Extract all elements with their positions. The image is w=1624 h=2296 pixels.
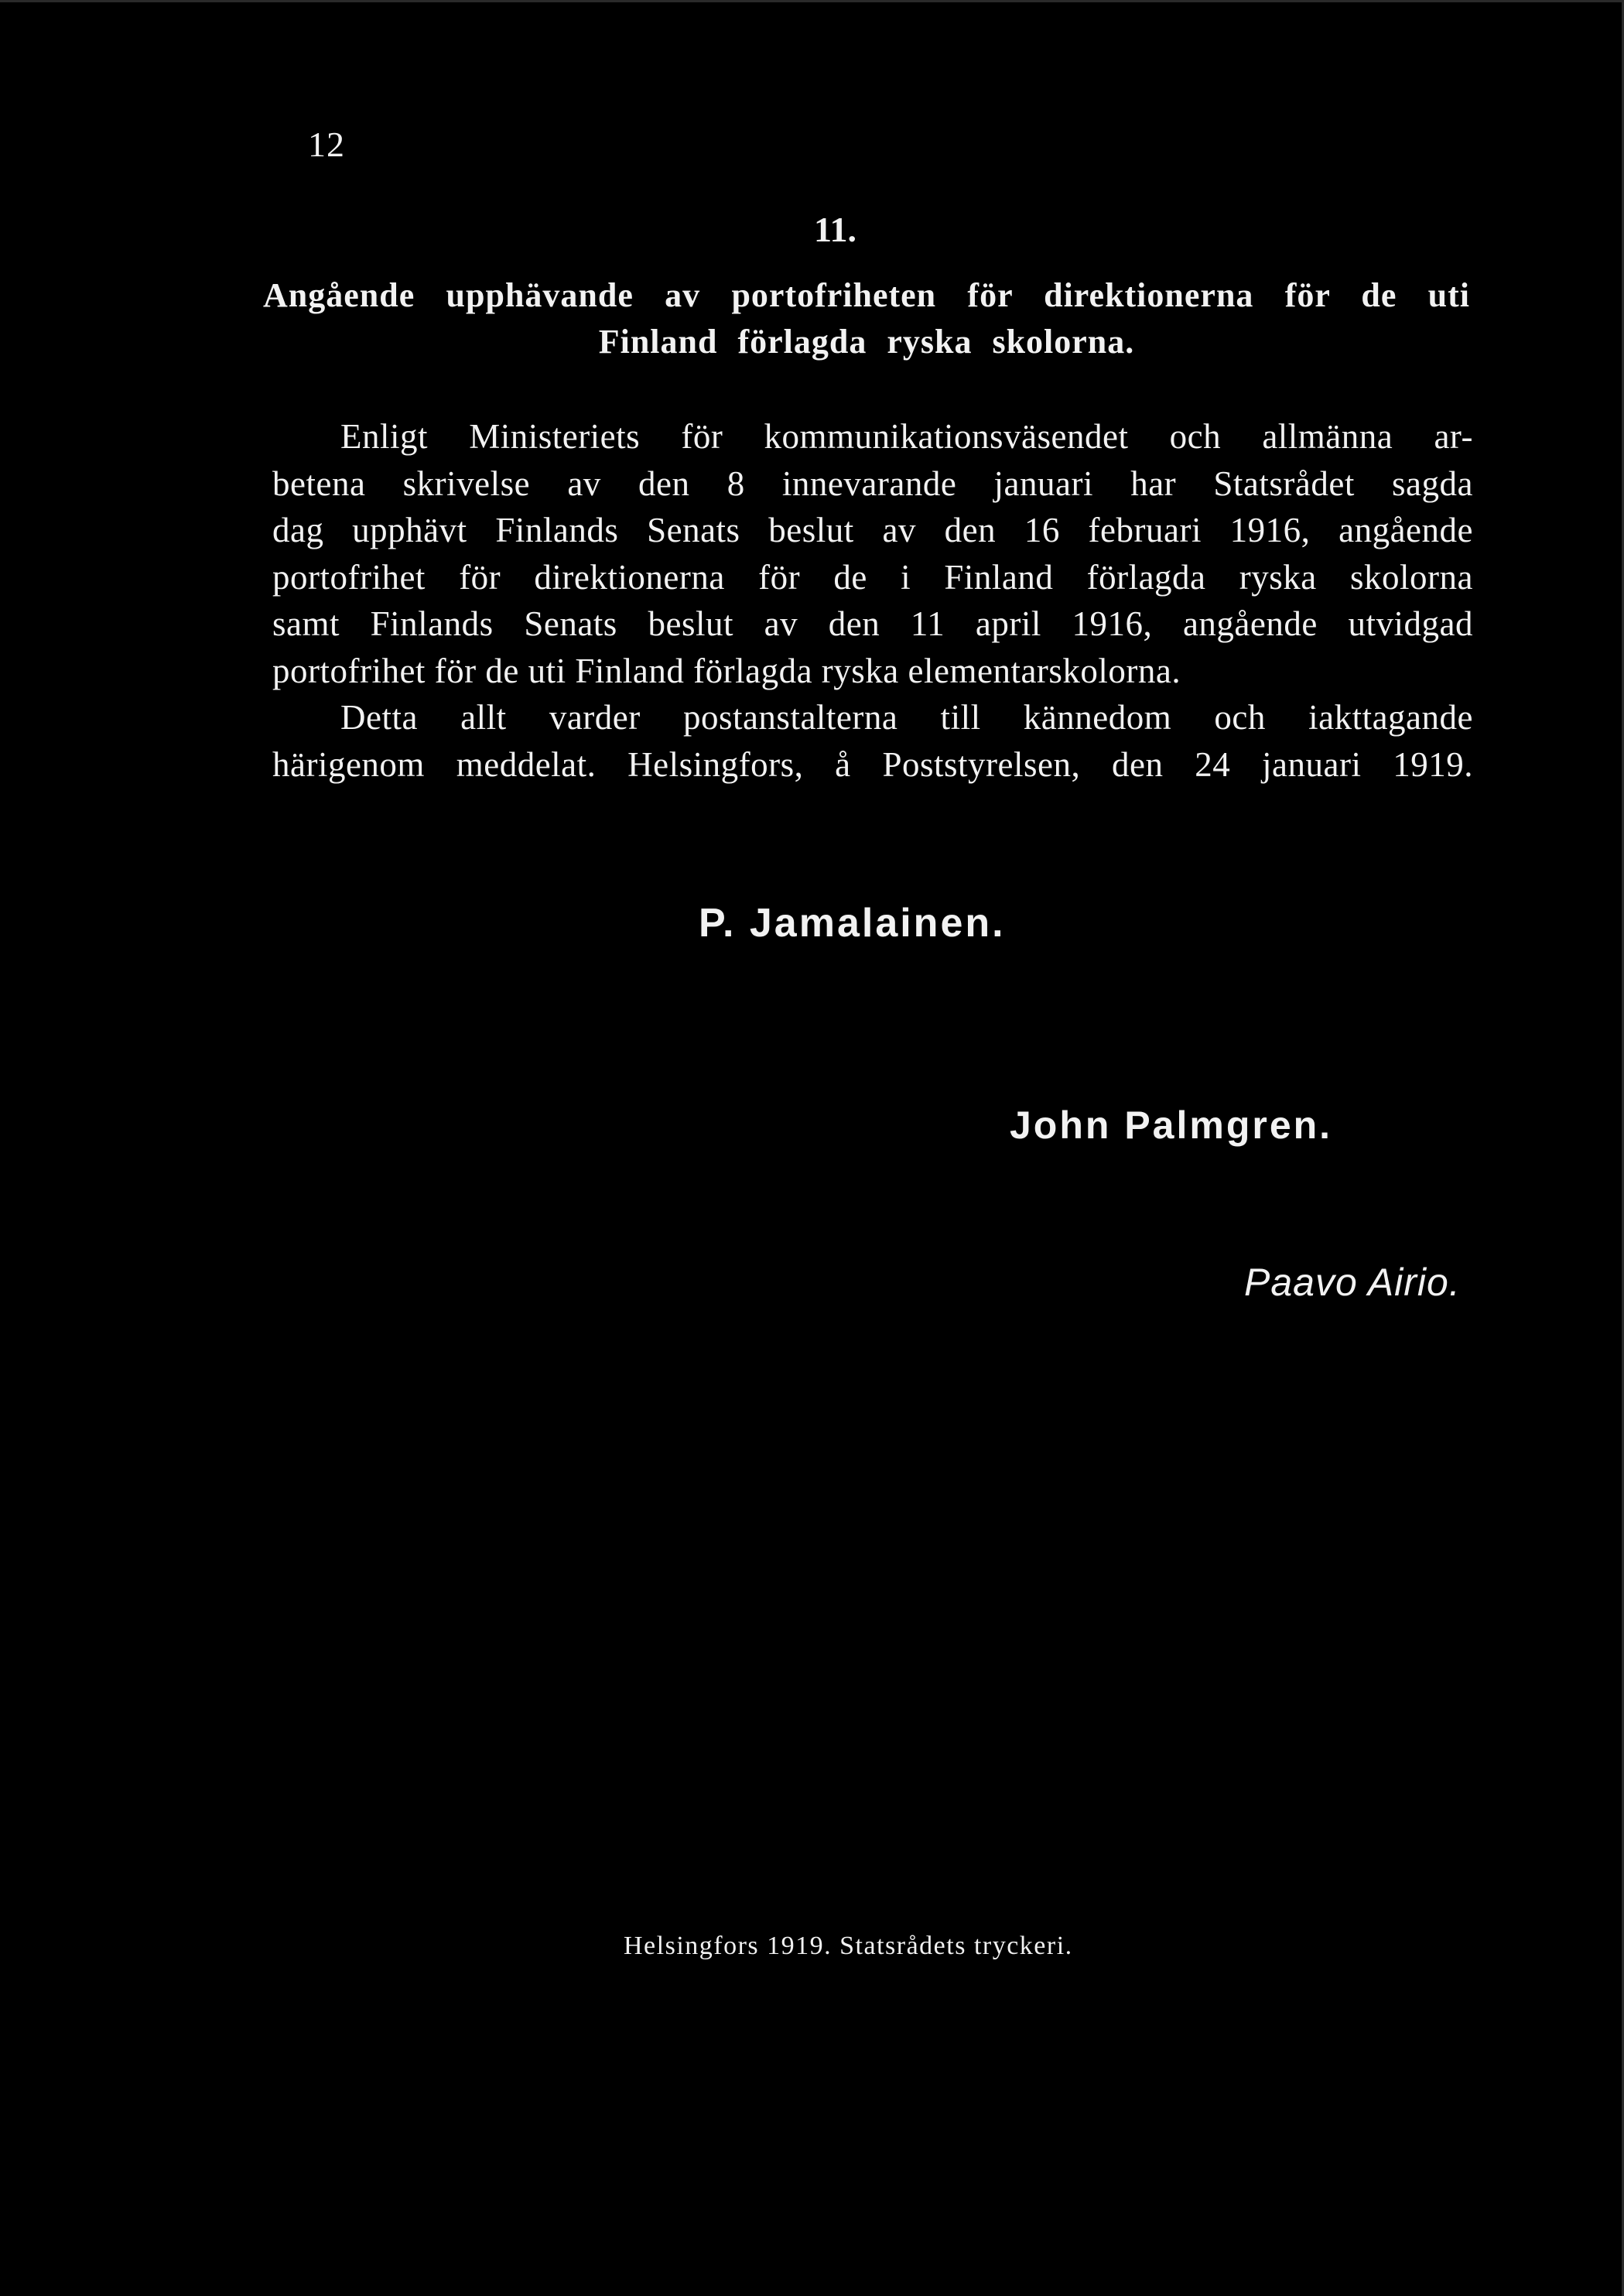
- scan-border-top: [0, 0, 1624, 2]
- body-line-3: dag upphävt Finlands Senats beslut av den 16 februari 1916, angående: [272, 511, 1473, 549]
- page-number: 12: [308, 125, 345, 164]
- body-line-1: Enligt Ministeriets för kommunikationsväsendet och allmänna ar-: [340, 417, 1473, 456]
- section-number: 11.: [814, 210, 856, 249]
- body-line-4: portofrihet för direktionerna för de i Finland förlagda ryska skolorna: [272, 557, 1473, 597]
- body-text: [272, 413, 1473, 788]
- body-line-5: samt Finlands Senats beslut av den 11 april 1916, angående utvidgad: [272, 604, 1473, 643]
- body-line-7: Detta allt varder postanstalterna till kännedom och iakttagande: [340, 698, 1473, 737]
- heading-line-2: Finland förlagda ryska skolorna.: [598, 323, 1135, 361]
- body-line-8: härigenom meddelat. Helsingfors, å Poststyrelsen, den 24 januari 1919.: [272, 744, 1473, 784]
- signature-airio: Paavo Airio.: [1244, 1261, 1461, 1304]
- signature-jamalainen: P. Jamalainen.: [699, 901, 1006, 946]
- printer-imprint: Helsingfors 1919. Statsrådets tryckeri.: [624, 1932, 1073, 1960]
- signature-palmgren: John Palmgren.: [1010, 1104, 1333, 1147]
- body-line-6: portofrihet för de uti Finland förlagda ryska elementarskolorna.: [272, 651, 1181, 690]
- heading-line-1: Angående upphävande av portofriheten för direktionerna för de uti: [263, 276, 1470, 314]
- section-heading: [263, 272, 1470, 365]
- body-line-2: betena skrivelse av den 8 innevarande januari har Statsrådet sagda: [272, 464, 1473, 503]
